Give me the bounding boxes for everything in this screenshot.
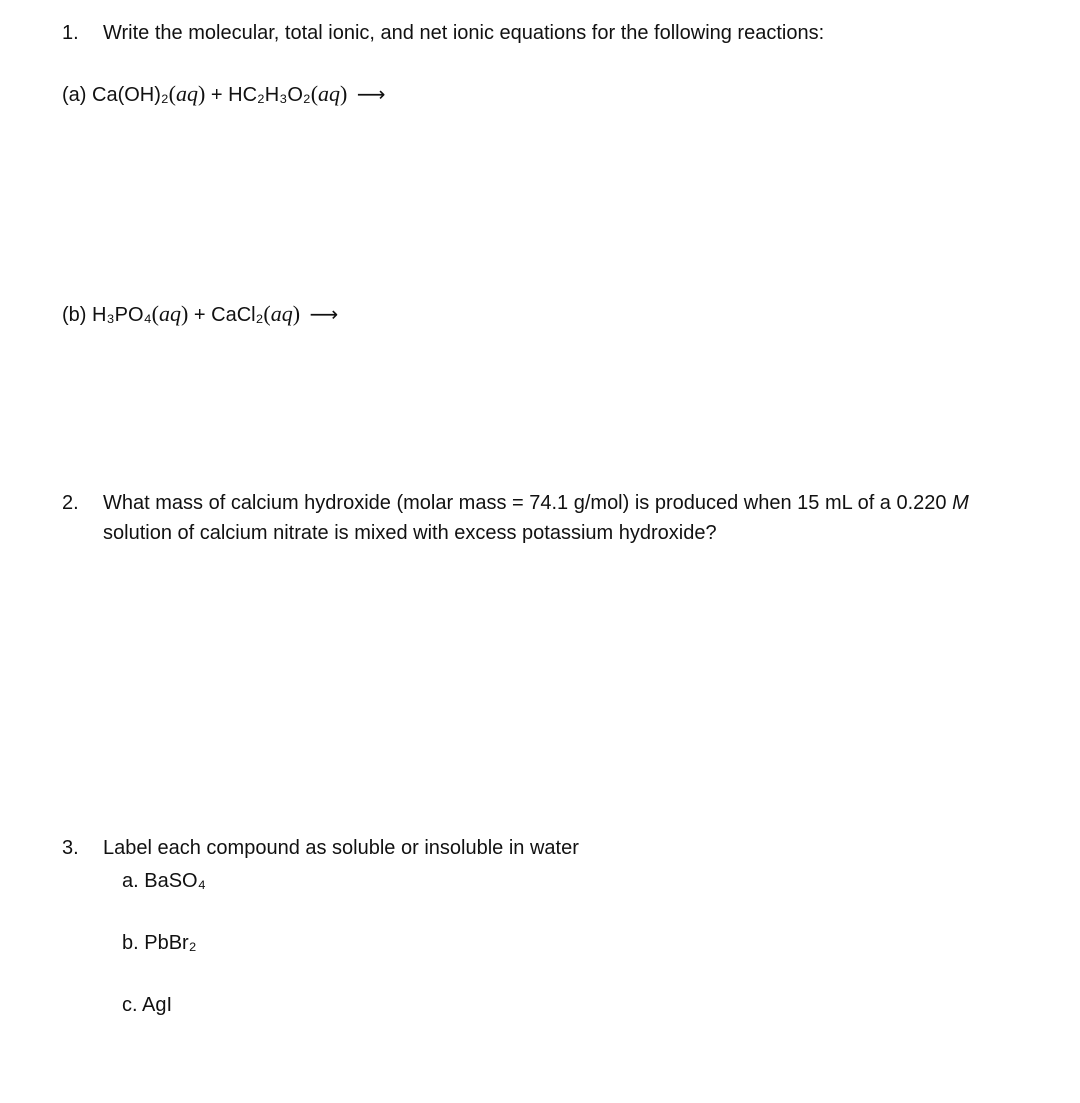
q3-item-c: c. AgI bbox=[122, 994, 173, 1016]
q1b-state-close-1: ) bbox=[181, 301, 189, 326]
q1a-state-close-2: ) bbox=[340, 81, 348, 106]
q1-number: 1. bbox=[62, 22, 79, 44]
q1a-state-close-1: ) bbox=[198, 81, 206, 106]
q1a-state-open-1: ( bbox=[168, 81, 176, 106]
q1b-state-open-2: ( bbox=[263, 301, 271, 326]
q1a-equation bbox=[62, 79, 386, 110]
q2-prompt-line-1 bbox=[103, 488, 969, 518]
q1b-state-open-1: ( bbox=[151, 301, 159, 326]
q1b-state-close-2: ) bbox=[292, 301, 301, 326]
q2-number: 2. bbox=[62, 492, 79, 514]
q3-item-b: b. PbBr₂ bbox=[122, 932, 197, 954]
q2-prompt-line-2: solution of calcium nitrate is mixed with excess potassium hydroxide? bbox=[103, 522, 717, 544]
q1b-arrow-icon: ⟶ bbox=[309, 302, 339, 326]
q2-molarity-unit: M bbox=[952, 492, 969, 514]
q1a-reactant-2: HC₂H₃O₂ bbox=[228, 84, 311, 106]
q1b-plus: + bbox=[193, 304, 206, 326]
q1a-state-1: aq bbox=[176, 81, 198, 106]
q1a-label: (a) bbox=[62, 84, 87, 106]
q1a-arrow-icon: ⟶ bbox=[356, 82, 386, 106]
q1b-reactant-2: CaCl₂ bbox=[211, 304, 264, 326]
q1b-label: (b) bbox=[62, 304, 87, 326]
q1b-state-1: aq bbox=[159, 301, 181, 326]
q1b-equation bbox=[62, 299, 338, 330]
q1a-state-open-2: ( bbox=[310, 81, 319, 106]
q1b-reactant-1: H₃PO₄ bbox=[92, 304, 152, 326]
q3-number: 3. bbox=[62, 837, 79, 859]
q1-prompt: Write the molecular, total ionic, and net ionic equations for the following reactions: bbox=[103, 22, 825, 44]
q3-item-a: a. BaSO₄ bbox=[122, 870, 206, 892]
q1a-plus: + bbox=[210, 84, 223, 106]
q1b-state-2: aq bbox=[270, 301, 293, 326]
q1a-reactant-1: Ca(OH)₂ bbox=[92, 84, 169, 106]
q2-prompt-text: What mass of calcium hydroxide (molar mass = 74.1 g/mol) is produced when 15 mL of a 0.220 bbox=[103, 492, 947, 514]
q1a-state-2: aq bbox=[318, 81, 341, 106]
q3-prompt: Label each compound as soluble or insoluble in water bbox=[103, 837, 579, 859]
